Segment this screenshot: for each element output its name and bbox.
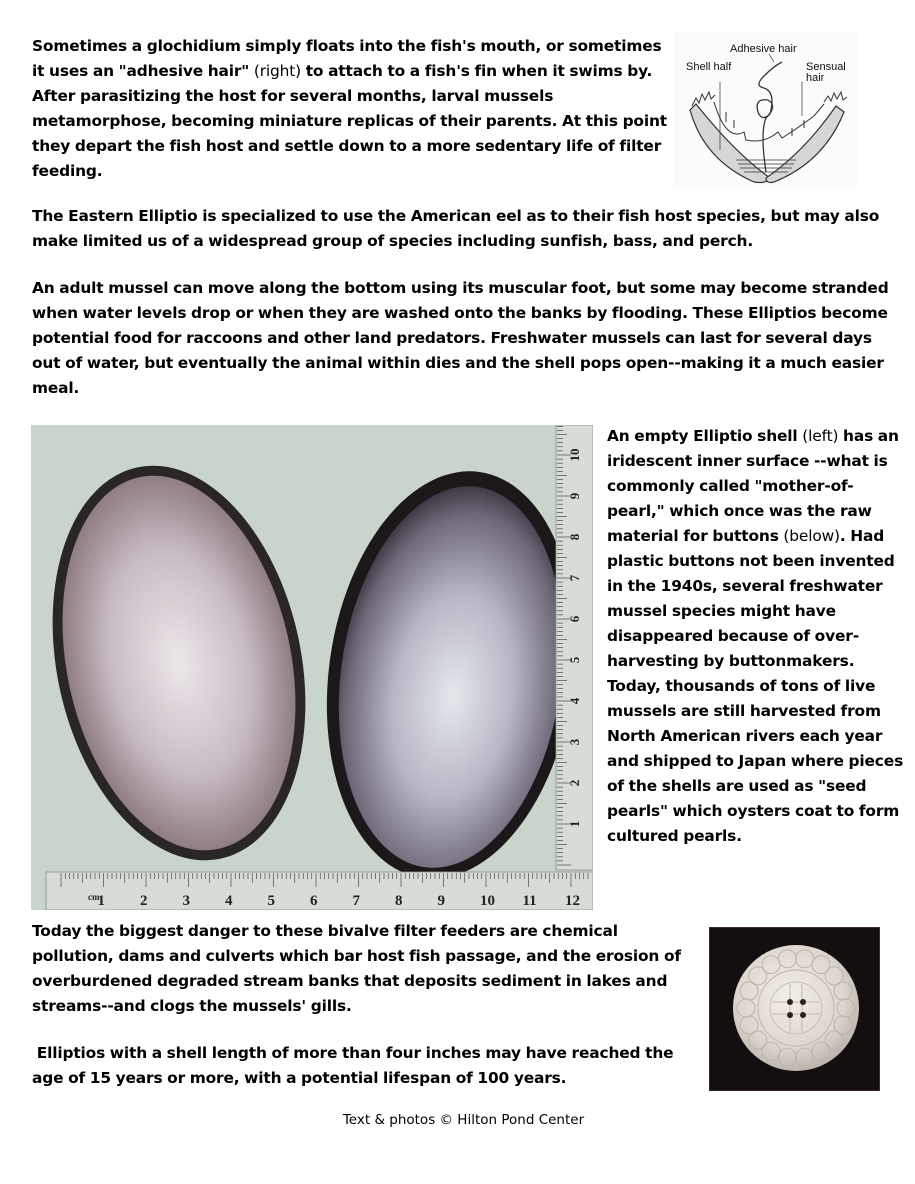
paragraph-stranded: An adult mussel can move along the bottom using its muscular foot, but some may become stranded when water levels drop or when they are washed onto the banks by flooding. These Elliptios become potential food for raccoons and other land predators. Freshwater mussels can last for several days out of water, but eventually the animal within dies and the shell pops open--making it a much easier meal. [32,279,889,397]
button-hole [800,999,806,1005]
ruler-number: 5 [567,656,582,664]
ruler-number: 11 [522,893,537,909]
ruler-number: 1 [567,820,582,828]
ruler-number: 4 [567,697,582,705]
paragraph-mother-of-pearl: An empty Elliptio shell (left) has an iridescent inner surface --what is commonly called "mother-of-pearl," which once was the raw material for buttons (below). Had plastic buttons not been invented in the 1940s, several freshwater mussel species might have disappeared because of over-harvesting by buttonmakers. Today, thousands of tons of live mussels are still harvested from North American rivers each year and shipped to Japan where pieces of the shells are used as "seed pearls" which oysters coat to form cultured pearls. [607,427,904,845]
paragraph-lifespan: Elliptios with a shell length of more than four inches may have reached the age of 15 years or more, with a potential lifespan of 100 years. [32,1044,674,1087]
ruler-number: 7 [352,893,360,909]
button-hole [787,999,793,1005]
left-shell [31,454,328,872]
ruler-number: 5 [267,893,275,909]
aside-left: (left) [802,427,839,445]
ruler-number: 10 [480,893,495,909]
paragraph-dangers: Today the biggest danger to these bivalve filter feeders are chemical pollution, dams and culverts which bar host fish passage, and the erosion of overburdened degraded stream banks that deposits sediment in lakes and streams--and clogs the mussels' gills. [32,922,681,1015]
paragraph-host-species: The Eastern Elliptio is specialized to use the American eel as to their fish host species, but may also make limited us of a widespread group of species including sunfish, bass, and perch. [32,207,880,250]
ruler-number: 8 [395,893,403,909]
label-sensual-hair-2: hair [806,72,825,84]
aside-right: (right) [253,62,302,80]
photo-credit: Text & photos © Hilton Pond Center [342,1112,585,1128]
elliptio-shell-photo [31,425,593,910]
ruler-number: 1 [97,893,105,909]
ruler-unit: cm [88,892,100,902]
paragraph-glochidium: Sometimes a glochidium simply floats into the fish's mouth, or sometimes it uses an "adhesive hair" (right) to attach to a fish's fin when it swims by. After parasitizing the host for several months, larval mussels metamorphose, becoming miniature replicas of their parents. At this point they depart the fish host and settle down to a more sedentary life of filter feeding. [32,37,667,180]
bottom-ruler [46,872,593,910]
ruler-number: 8 [567,533,582,541]
glochidium-diagram [674,32,858,188]
ruler-number: 2 [567,779,582,787]
pearl-button-photo [709,927,880,1091]
button-hole [787,1012,793,1018]
side-ruler [556,425,593,870]
ruler-number: 4 [225,893,233,909]
ruler-number: 6 [567,615,582,623]
ruler-number: 9 [437,893,445,909]
ruler-number: 7 [567,574,582,582]
ruler-number: 3 [182,893,190,909]
ruler-number: 3 [567,738,582,746]
ruler-number: 9 [567,492,582,500]
ruler-number: 12 [565,893,580,909]
label-shell-half: Shell half [686,61,732,73]
ruler-number: 2 [140,893,148,909]
ruler-number: 6 [310,893,318,909]
label-adhesive-hair: Adhesive hair [730,43,797,55]
ruler-number: 10 [567,448,582,462]
button-disc [733,945,859,1071]
label-sensual-hair-1: Sensual [806,61,846,73]
button-hole [800,1012,806,1018]
aside-below: (below) [783,527,840,545]
